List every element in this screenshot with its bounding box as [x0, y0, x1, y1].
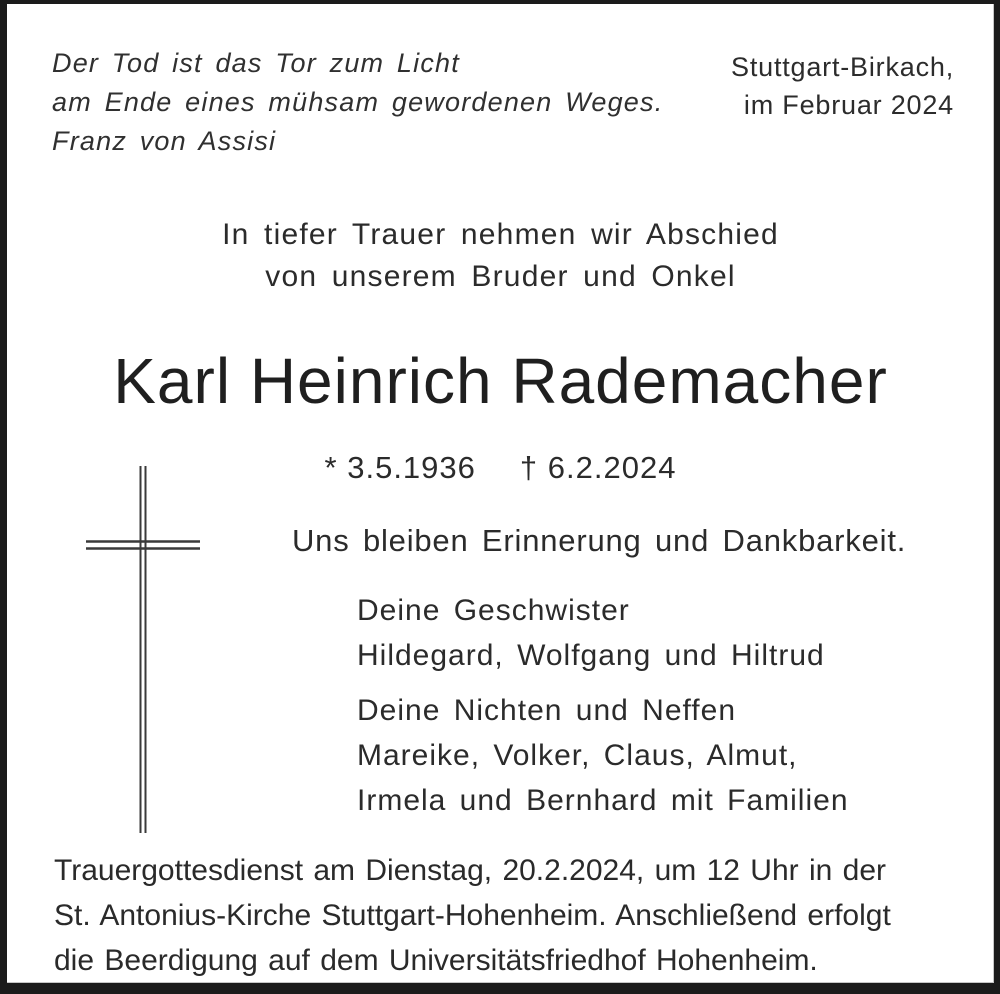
remembrance-line: Uns bleiben Erinnerung und Dankbarkeit.: [292, 523, 907, 558]
dateline-block: [731, 48, 954, 124]
mourners-group-nieces-nephews: [357, 688, 849, 823]
mourners-names: Mareike, Volker, Claus, Almut,: [357, 739, 798, 772]
mourners-heading: Deine Geschwister: [357, 594, 630, 627]
funeral-info: [54, 848, 954, 983]
intro-block: [7, 214, 994, 298]
quote-line-2: am Ende eines mühsam gewordenen Weges.: [52, 87, 664, 117]
death-date: † 6.2.2024: [519, 450, 677, 485]
dateline-date: im Februar 2024: [743, 90, 954, 120]
memorial-cross-icon: [82, 462, 207, 837]
birth-date: * 3.5.1936: [324, 450, 476, 485]
intro-line-1: In tiefer Trauer nehmen wir Abschied: [222, 218, 779, 251]
mourners-block: [357, 588, 849, 833]
dateline-place: Stuttgart-Birkach,: [731, 52, 954, 82]
quote-line-1: Der Tod ist das Tor zum Licht: [52, 48, 460, 78]
mourners-heading: Deine Nichten und Neffen: [357, 694, 737, 727]
quote-block: [52, 44, 663, 161]
mourners-names: Hildegard, Wolfgang und Hiltrud: [357, 639, 825, 672]
intro-line-2: von unserem Bruder und Onkel: [265, 260, 736, 293]
deceased-name: Karl Heinrich Rademacher: [113, 345, 888, 417]
mourners-names: Irmela und Bernhard mit Familien: [357, 784, 849, 817]
funeral-line-3: die Beerdigung auf dem Universitätsfriedhof Hohenheim.: [54, 944, 818, 977]
funeral-line-1: Trauergottesdienst am Dienstag, 20.2.2024, um 12 Uhr in der: [54, 854, 887, 887]
quote-attribution: Franz von Assisi: [52, 126, 277, 156]
funeral-line-2: St. Antonius-Kirche Stuttgart-Hohenheim. Anschließend erfolgt: [54, 899, 891, 932]
mourners-group-siblings: [357, 588, 849, 678]
